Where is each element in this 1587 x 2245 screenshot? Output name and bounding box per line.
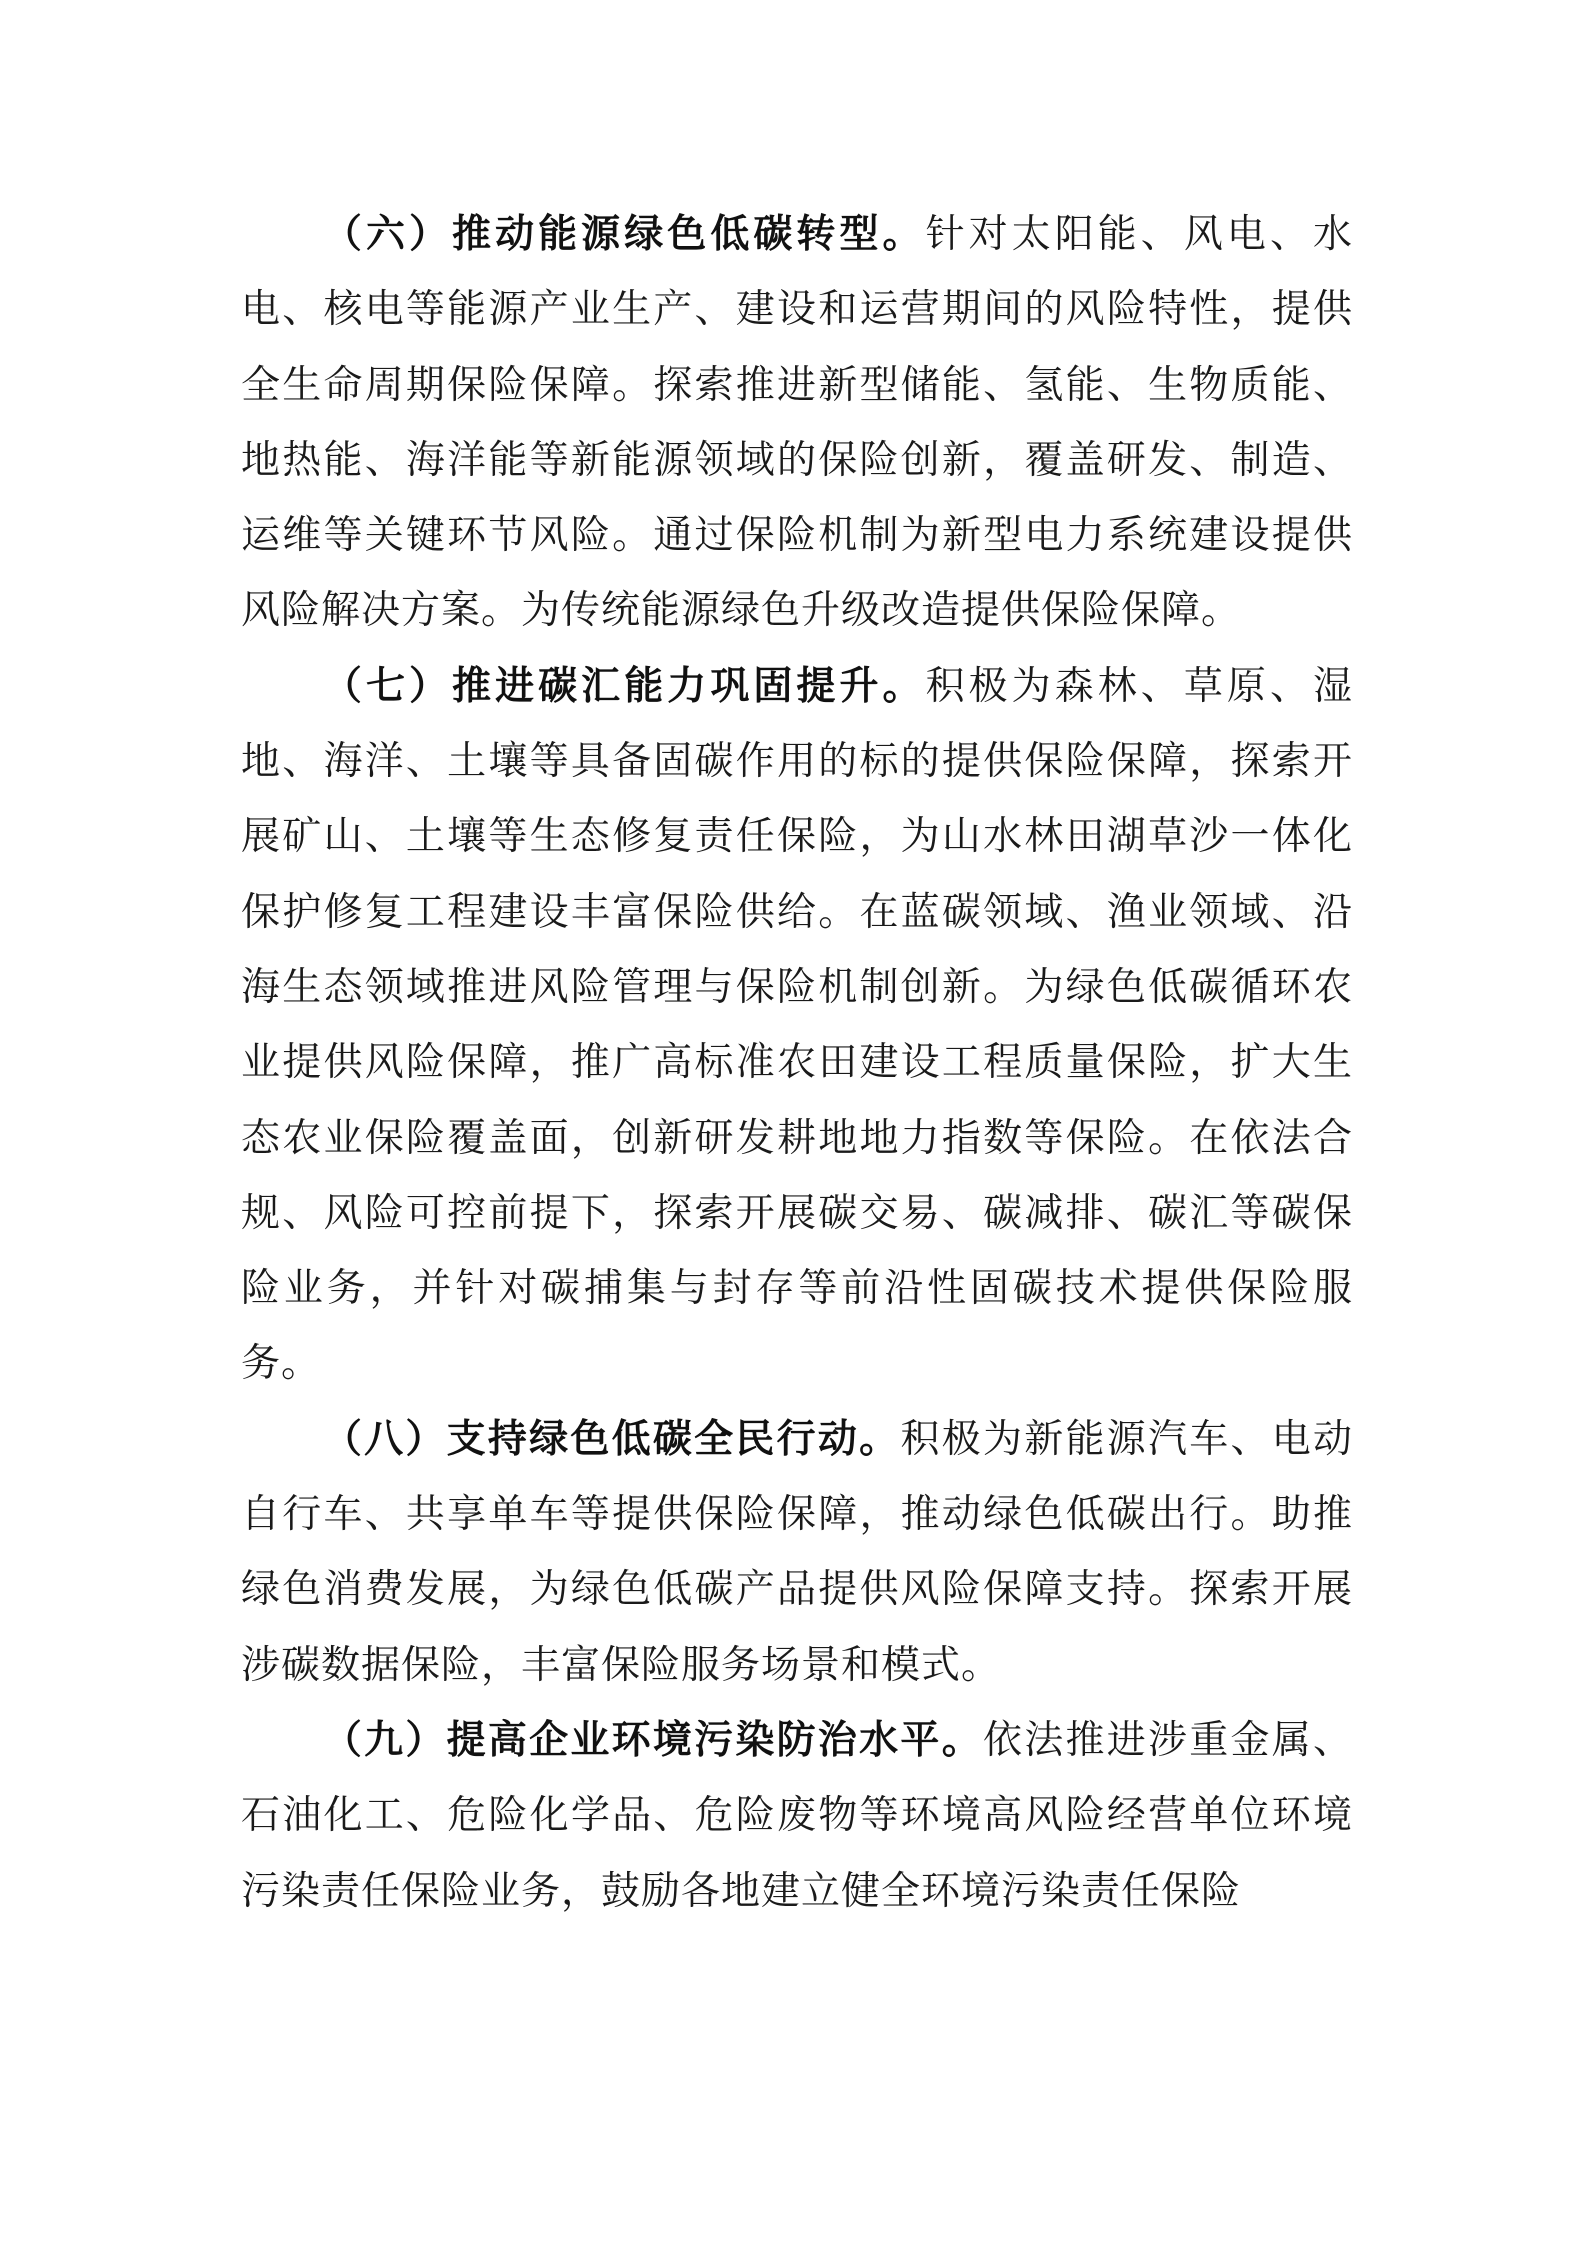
heading-six: （六）推动能源绿色低碳转型。 bbox=[322, 212, 926, 257]
paragraph-body: 针对太阳能、风电、水电、核电等能源产业生产、建设和运营期间的风险特性，提供全生命周期保险保障。探索推进新型储能、氢能、生物质能、地热能、海洋能等新能源领域的保险创新，覆盖研发、制造、运维等关键环节风险。通过保险机制为新型电力系统建设提供风险解决方案。为传统能源绿色升级改造提供保险保障。 bbox=[241, 212, 1353, 634]
paragraph-body: 积极为森林、草原、湿地、海洋、土壤等具备固碳作用的标的提供保险保障，探索开展矿山、土壤等生态修复责任保险，为山水林田湖草沙一体化保护修复工程建设丰富保险供给。在蓝碳领域、渔业领域、沿海生态领域推进风险管理与保险机制创新。为绿色低碳循环农业提供风险保障，推广高标准农田建设工程质量保险，扩大生态农业保险覆盖面，创新研发耕地地力指数等保险。在依法合规、风险可控前提下，探索开展碳交易、碳减排、碳汇等碳保险业务，并针对碳捕集与封存等前沿性固碳技术提供保险服务。 bbox=[241, 663, 1353, 1387]
paragraph-body: 积极为新能源汽车、电动自行车、共享单车等提供保险保障，推动绿色低碳出行。助推绿色消费发展，为绿色低碳产品提供风险保障支持。探索开展涉碳数据保险，丰富保险服务场景和模式。 bbox=[241, 1416, 1353, 1688]
heading-eight: （八）支持绿色低碳全民行动。 bbox=[322, 1416, 901, 1462]
paragraph-energy-transition bbox=[241, 197, 1353, 649]
paragraph-carbon-sink bbox=[241, 649, 1353, 1402]
paragraph-pollution-control bbox=[241, 1703, 1353, 1929]
heading-seven: （七）推进碳汇能力巩固提升。 bbox=[322, 663, 926, 709]
heading-nine: （九）提高企业环境污染防治水平。 bbox=[322, 1717, 983, 1763]
paragraph-green-action bbox=[241, 1402, 1353, 1703]
paragraph-body: 依法推进涉重金属、石油化工、危险化学品、危险废物等环境高风险经营单位环境污染责任保险业务，鼓励各地建立健全环境污染责任保险 bbox=[241, 1717, 1353, 1914]
document-body bbox=[241, 197, 1353, 1929]
